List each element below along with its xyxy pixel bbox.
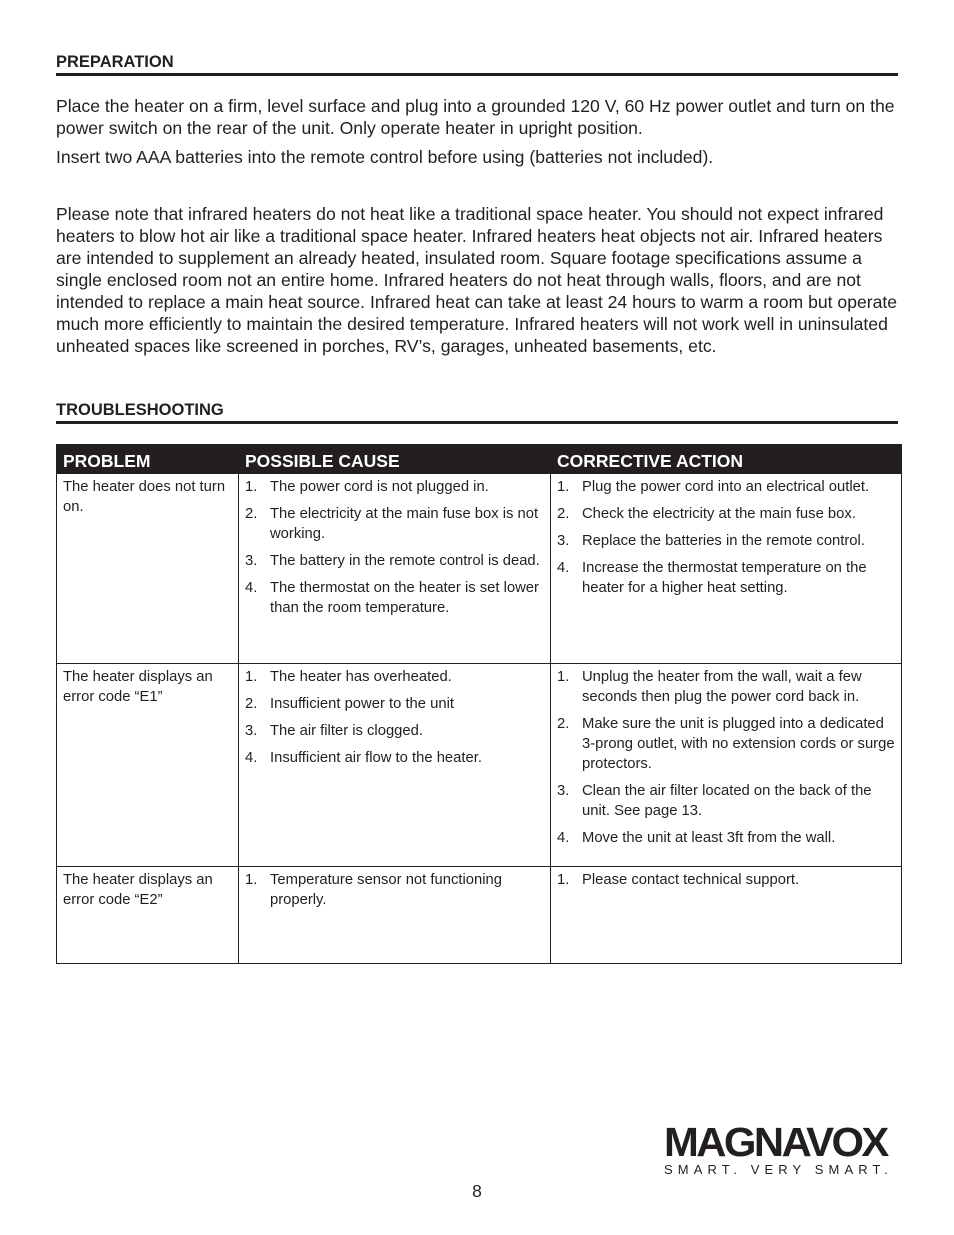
table-header-row bbox=[57, 445, 902, 474]
problem-cell: The heater displays an error code “E2” bbox=[57, 867, 239, 964]
cause-cell bbox=[239, 474, 551, 664]
list-item: 1. Please contact technical support. bbox=[557, 872, 800, 888]
action-cell bbox=[551, 664, 902, 867]
list-item: 3. The battery in the remote control is dead. bbox=[245, 553, 540, 569]
cause-cell bbox=[239, 867, 551, 964]
magnavox-logo bbox=[664, 1119, 904, 1177]
problem-cell: The heater displays an error code “E1” bbox=[57, 664, 239, 867]
infrared-note-paragraph: Please note that infrared heaters do not heat like a traditional space heater. You should not expect infrared heaters to blow hot air like a traditional space heater. Infrared heaters heat objects not air. Infrared heaters are intended to supplement an already heated, insulated room. Square footage specifications assume a single enclosed room not an entire home. Infrared heaters do not heat through walls, floors, and are not intended to replace a main heat source. Infrared heat can take at least 24 hours to warm a room but operate much more efficiently to maintain the desired temperature. Infrared heaters will not work well in uninsulated unheated spaces like screened in porches, RV’s, garages, unheated basements, etc. bbox=[56, 204, 898, 356]
action-list bbox=[557, 477, 895, 598]
list-item: 1. Temperature sensor not functioning properly. bbox=[245, 872, 502, 908]
list-item: 3. The air filter is clogged. bbox=[245, 723, 423, 739]
cause-cell bbox=[239, 664, 551, 867]
header-possible-cause: POSSIBLE CAUSE bbox=[239, 445, 551, 474]
problem-cell: The heater does not turn on. bbox=[57, 474, 239, 664]
list-item: 2. Make sure the unit is plugged into a dedicated 3-prong outlet, with no extension cords or surge protectors. bbox=[557, 716, 895, 772]
preparation-paragraph-1: Place the heater on a firm, level surface and plug into a grounded 120 V, 60 Hz power outlet and turn on the power switch on the rear of the unit. Only operate heater in upright position. bbox=[56, 96, 895, 138]
list-item: 4. Move the unit at least 3ft from the wall. bbox=[557, 830, 836, 846]
list-item: 4. The thermostat on the heater is set lower than the room temperature. bbox=[245, 580, 539, 616]
list-item: 1. Plug the power cord into an electrical outlet. bbox=[557, 479, 870, 495]
list-item: 3. Clean the air filter located on the back of the unit. See page 13. bbox=[557, 783, 872, 819]
cause-list bbox=[245, 477, 544, 618]
table-row bbox=[57, 664, 902, 867]
list-item: 3. Replace the batteries in the remote control. bbox=[557, 533, 865, 549]
troubleshooting-table bbox=[56, 444, 902, 964]
logo-tagline: SMART. VERY SMART. bbox=[664, 1162, 893, 1177]
cause-list bbox=[245, 667, 544, 768]
preparation-heading: PREPARATION bbox=[56, 52, 898, 76]
table-row bbox=[57, 474, 902, 664]
cause-list bbox=[245, 870, 544, 910]
action-list bbox=[557, 667, 895, 848]
header-corrective-action: CORRECTIVE ACTION bbox=[551, 445, 902, 474]
page-number: 8 bbox=[472, 1181, 482, 1201]
list-item: 2. Check the electricity at the main fuse box. bbox=[557, 506, 856, 522]
action-list bbox=[557, 870, 895, 890]
list-item: 2. The electricity at the main fuse box is not working. bbox=[245, 506, 539, 542]
list-item: 2. Insufficient power to the unit bbox=[245, 696, 454, 712]
list-item: 1. The power cord is not plugged in. bbox=[245, 479, 489, 495]
troubleshooting-heading: TROUBLESHOOTING bbox=[56, 400, 898, 424]
list-item: 1. The heater has overheated. bbox=[245, 669, 452, 685]
list-item: 1. Unplug the heater from the wall, wait a few seconds then plug the power cord back in. bbox=[557, 669, 862, 705]
header-problem: PROBLEM bbox=[57, 445, 239, 474]
action-cell bbox=[551, 474, 902, 664]
list-item: 4. Increase the thermostat temperature on the heater for a higher heat setting. bbox=[557, 560, 867, 596]
logo-wordmark: MAGNAVOX bbox=[664, 1119, 887, 1165]
preparation-paragraph-2: Insert two AAA batteries into the remote control before using (batteries not included). bbox=[56, 147, 714, 167]
action-cell bbox=[551, 867, 902, 964]
list-item: 4. Insufficient air flow to the heater. bbox=[245, 750, 482, 766]
table-row bbox=[57, 867, 902, 964]
